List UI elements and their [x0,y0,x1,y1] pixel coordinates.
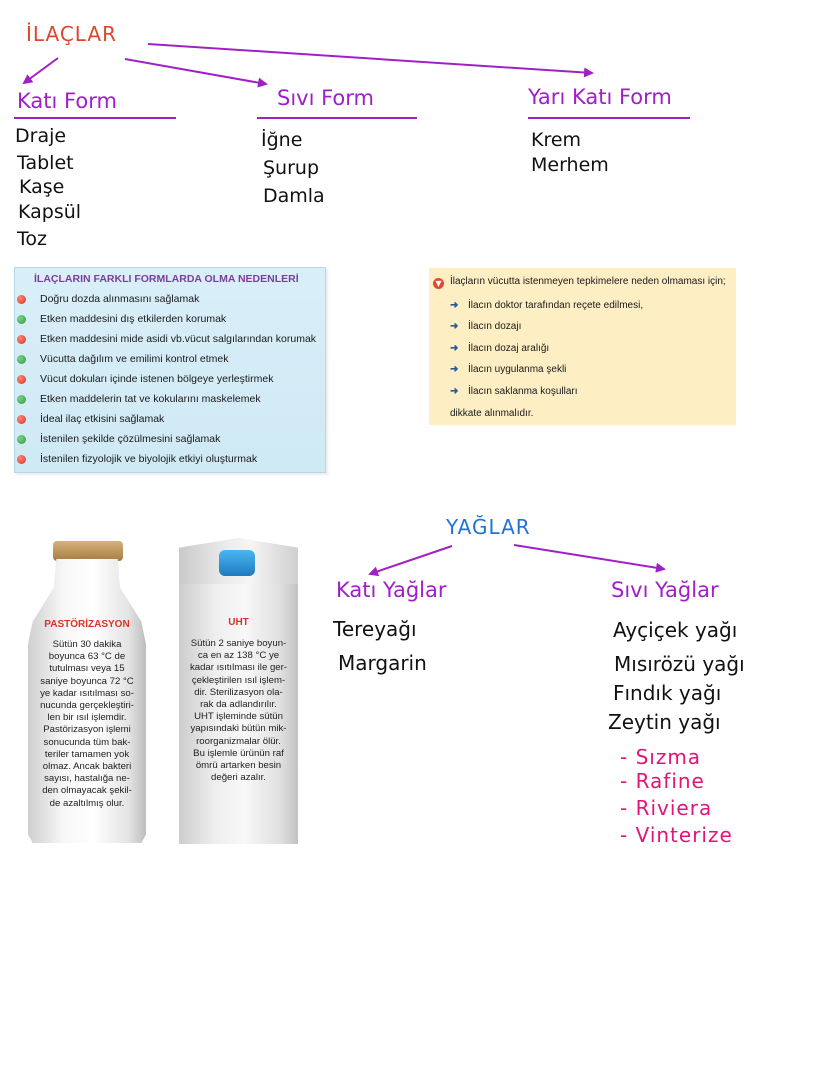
list-item: Şurup [263,157,320,179]
kati-form-heading: Katı Form [17,89,117,113]
warning-icon: ▼ [433,278,444,289]
list-item: Mısırözü yağı [614,652,745,676]
bottle-cap [53,541,123,561]
list-subitem: - Sızma [620,745,702,769]
red-bullet-icon [17,295,26,304]
condition-item: ➜ İlacın dozaj aralığı [450,343,550,354]
arrow-to-sivi-form [125,59,266,84]
red-bullet-icon [17,375,26,384]
list-subitem: - Vinterize [620,823,733,847]
arrow-right-icon: ➜ [450,343,459,354]
green-bullet-icon [17,435,26,444]
reasons-title: İLAÇLARIN FARKLI FORMLARDA OLMA NEDENLERİ [34,273,299,285]
arrow-right-icon: ➜ [450,364,459,375]
list-item: Margarin [338,651,427,675]
list-item: Kaşe [19,176,65,198]
red-bullet-icon [17,335,26,344]
sivi-yaglar-heading: Sıvı Yağlar [611,578,719,602]
arrow-to-yari-kati-form [148,44,592,73]
list-subitem: - Rafine [620,769,705,793]
list-item: Kapsül [18,201,82,223]
list-item: Ayçiçek yağı [613,618,738,642]
arrow-right-icon: ➜ [450,300,459,311]
condition-item: ➜ İlacın uygulanma şekli [450,364,567,375]
list-item: Merhem [531,154,609,176]
reason-text: Vücut dokuları içinde istenen bölgeye yerleştirmek [40,373,274,385]
condition-item: ➜ İlacın saklanma koşulları [450,386,578,397]
list-subitem: - Riviera [620,796,713,820]
carton-cap [219,550,255,576]
green-bullet-icon [17,315,26,324]
reason-text: Etken maddelerin tat ve kokularını maskelemek [40,393,261,405]
conditions-box [429,268,736,425]
condition-item: ➜ İlacın doktor tarafından reçete edilmesi, [450,300,644,311]
ilaclar-title: İLAÇLAR [26,22,117,46]
arrow-to-sivi-yaglar [514,545,664,569]
yari-kati-form-heading: Yarı Katı Form [528,85,672,109]
conditions-footer: dikkate alınmalıdır. [450,408,534,419]
reason-text: Etken maddesini dış etkilerden korumak [40,313,227,325]
green-bullet-icon [17,355,26,364]
arrow-to-kati-form [24,58,58,83]
conditions-header: İlaçların vücutta istenmeyen tepkimelere neden olmaması için; [450,276,726,287]
reason-text: İstenilen şekilde çözülmesini sağlamak [40,433,221,445]
list-item: Damla [263,185,325,207]
list-item: Fındık yağı [613,681,722,705]
red-bullet-icon [17,455,26,464]
reason-text: Vücutta dağılım ve emilimi kontrol etmek [40,353,229,365]
list-item: Draje [15,125,67,147]
reasons-box [14,267,326,473]
list-item: Krem [531,129,582,151]
condition-item: ➜ İlacın dozajı [450,321,522,332]
list-item: İğne [261,129,303,151]
milk-carton-illustration [179,538,298,844]
reason-text: İdeal ilaç etkisini sağlamak [40,413,165,425]
sivi-form-heading: Sıvı Form [277,86,375,110]
list-item: Tablet [17,152,74,174]
reason-text: Doğru dozda alınmasını sağlamak [40,293,200,305]
list-item: Toz [17,228,47,250]
uht-title: UHT [228,617,249,628]
arrow-right-icon: ➜ [450,386,459,397]
arrow-right-icon: ➜ [450,321,459,332]
reason-text: İstenilen fizyolojik ve biyolojik etkiyi oluşturmak [40,453,258,465]
kati-yaglar-heading: Katı Yağlar [336,578,447,602]
green-bullet-icon [17,395,26,404]
list-item: Tereyağı [333,617,417,641]
arrow-to-kati-yaglar [370,546,452,574]
yaglar-title: YAĞLAR [446,515,531,539]
reason-text: Etken maddesini mide asidi vb.vücut salgılarından korumak [40,333,317,345]
red-bullet-icon [17,415,26,424]
milk-bottle-illustration [28,541,146,843]
list-item: Zeytin yağı [608,710,721,734]
pasteurization-title: PASTÖRİZASYON [44,619,130,630]
uht-text: Sütün 2 saniye boyun- ca en az 138 °C ye kadar ısıtılması ile ger- çekleştirilen ısıl işlem- dir. Sterilizasyon ola- rak da adlandırılır. UHT işleminde sütün yapısındaki bütün mik- roorganizmalar ölür. Bu işlemle ürünün raf ömrü artarken besin değeri azalır. [189,638,288,784]
pasteurization-text: Sütün 30 dakika boyunca 63 °C de tutulması veya 15 saniye boyunca 72 °C ye kadar ısıtılması so- nucunda gerçekleştiri- len bir ısıl işlemdir. Pastörizasyon işlemi sonucunda tüm bak- teriler tamamen yok olmaz. Ancak bakteri sayısı, hastalığa ne- den olmayacak şekil- de azaltılmış olur. [40,639,134,809]
